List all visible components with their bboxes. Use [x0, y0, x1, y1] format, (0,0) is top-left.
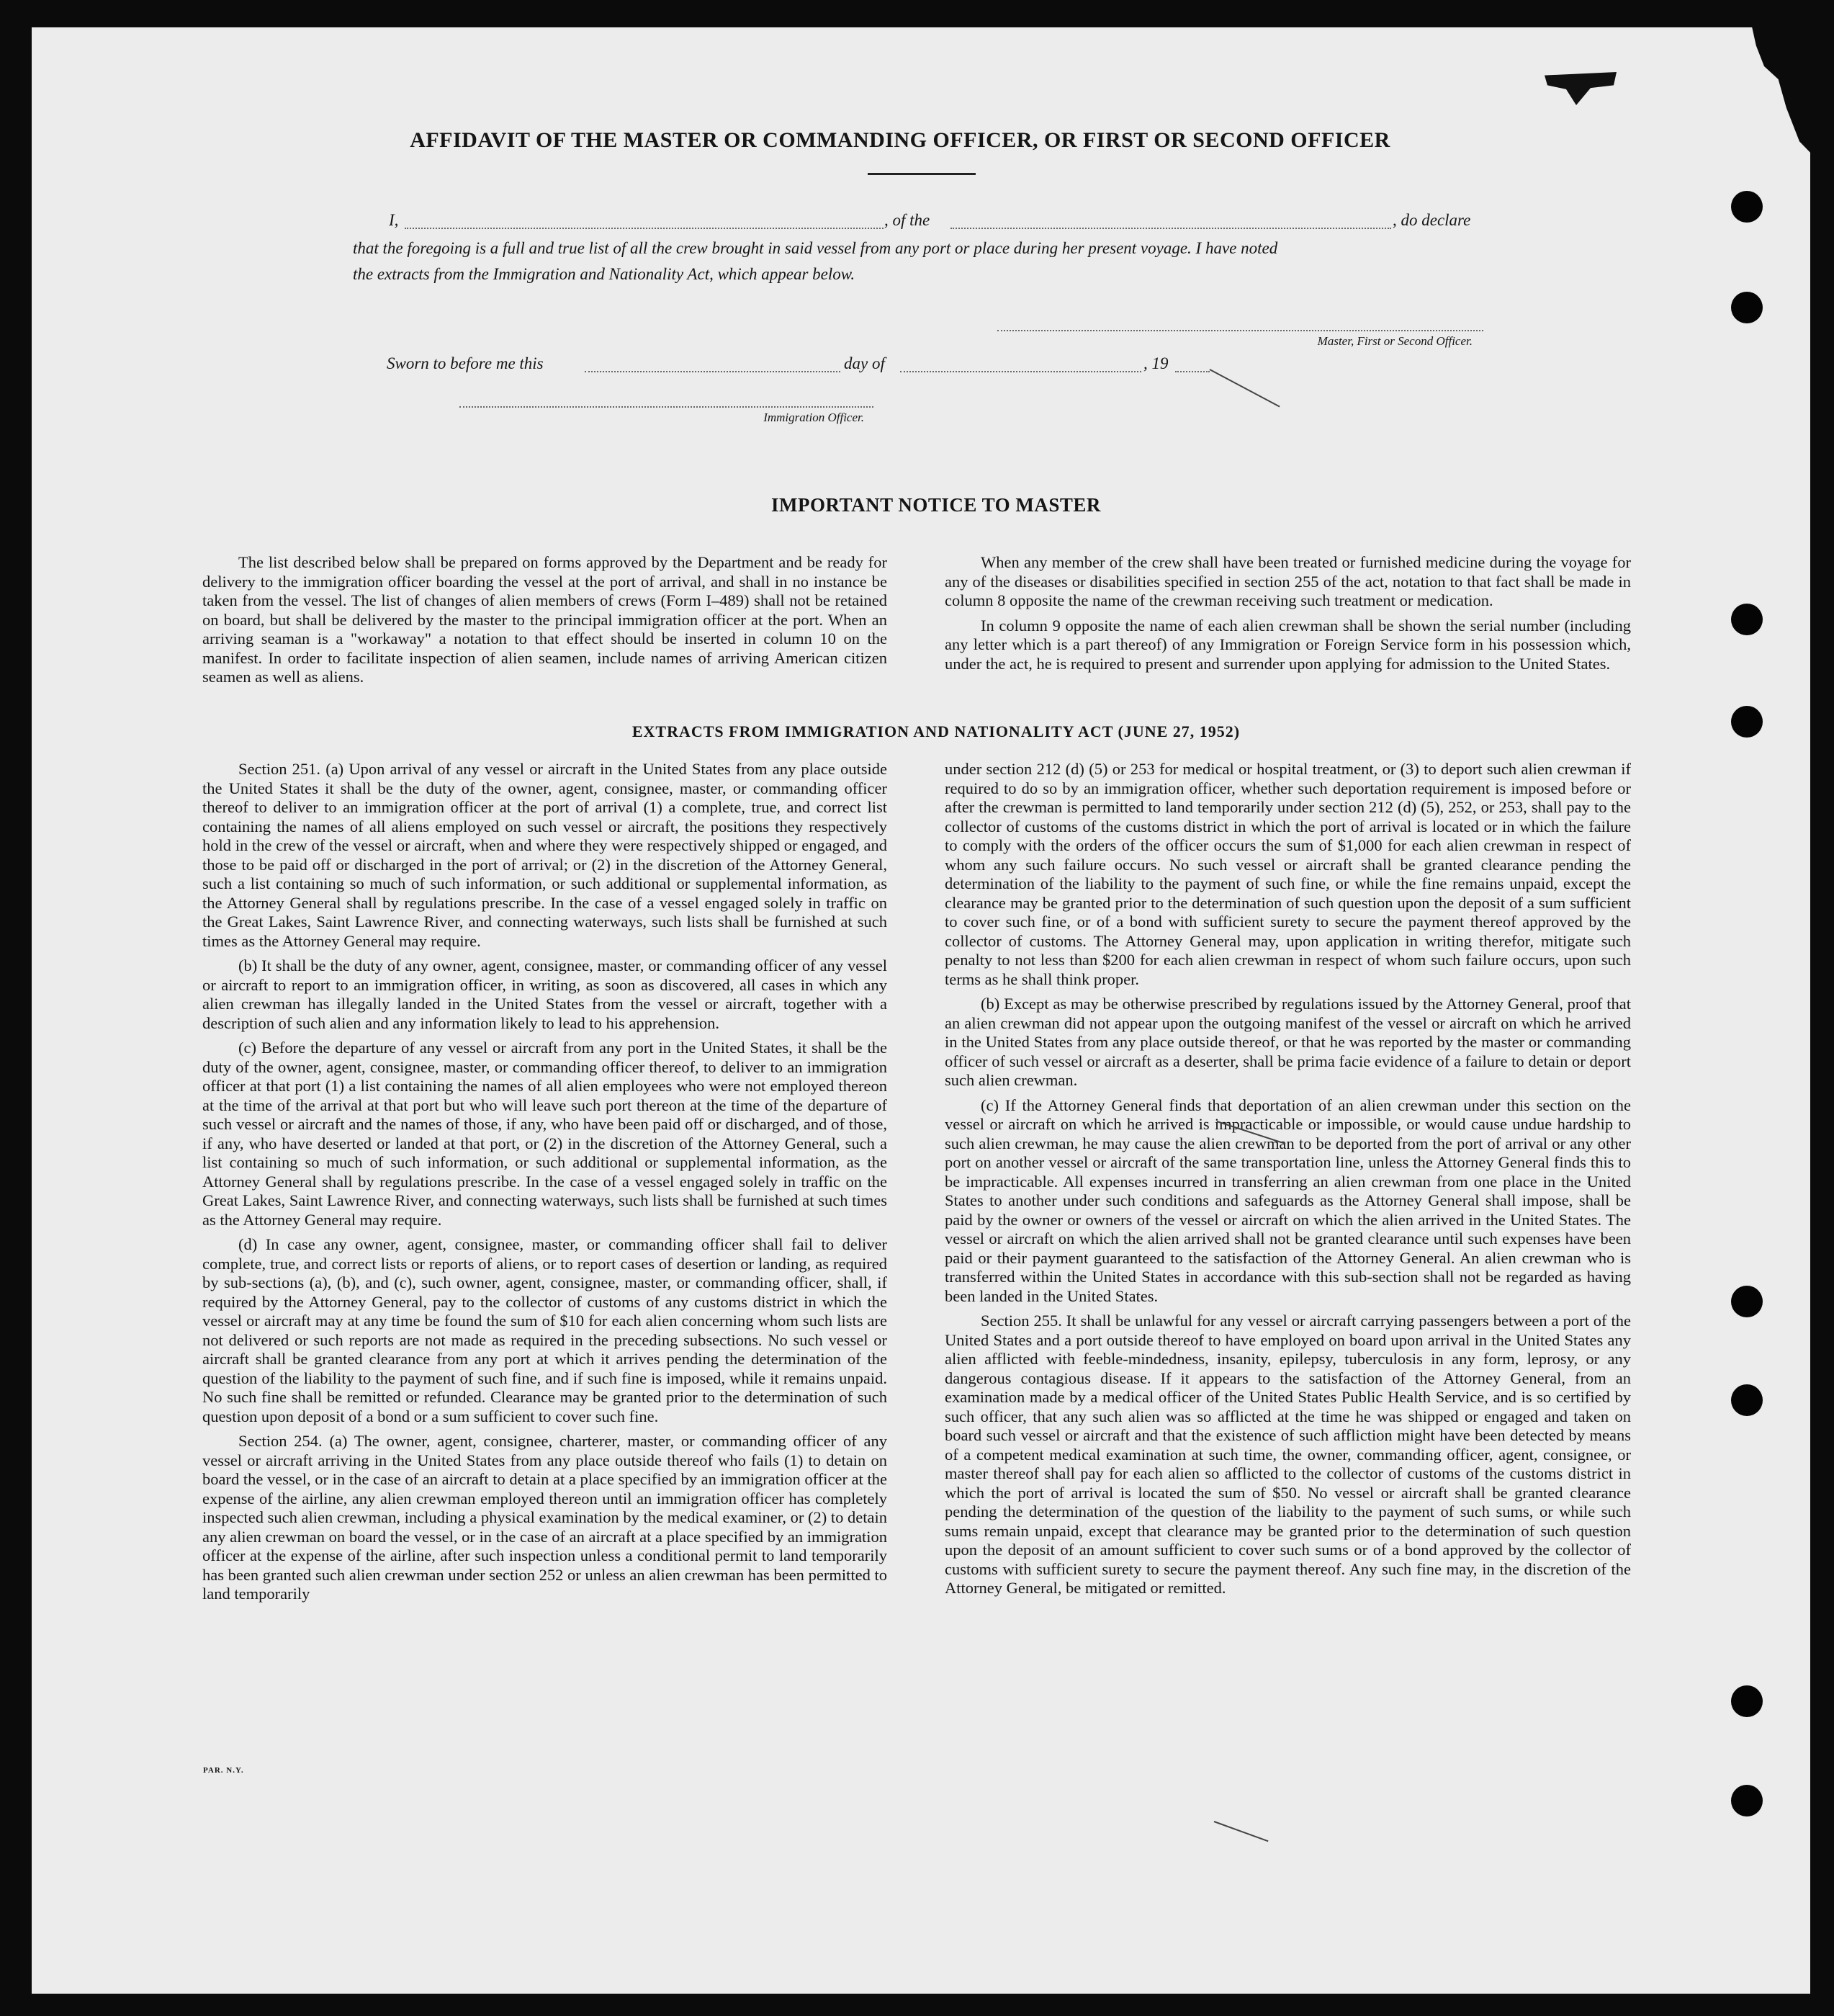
officer-signature-label: Immigration Officer.	[763, 411, 864, 424]
affidavit-title: AFFIDAVIT OF THE MASTER OR COMMANDING OFFICER, OR FIRST OR SECOND OFFICER	[410, 128, 1390, 152]
sworn-month-field[interactable]	[900, 371, 1141, 372]
extracts-left-column	[202, 760, 887, 1610]
binder-hole	[1731, 1286, 1763, 1317]
section-251c-paragraph: (c) Before the departure of any vessel or aircraft from any port in the United States, it shall be the duty of the owner, agent, consignee, master, or commanding officer thereof, to deliver to an immigration officer at that port (1) a list containing the names of all alien employees who were not employed thereon at the time of the arrival at that port but who will leave such port thereon at the time of the departure of such vessel or aircraft and the names of those, if any, who have been paid off or discharged, and of those, if any, who have deserted or landed at that port, or (2) in the discretion of the Attorney General, such a list containing so much of such information, or such additional or supplemental information, as the Attorney General shall by regulations prescribe. In the case of a vessel engaged solely in traffic on the Great Lakes, Saint Lawrence River, and connecting waterways, such lists shall be furnished at such times as the Attorney General may require.	[202, 1039, 887, 1229]
i-label: I,	[389, 211, 399, 229]
section-251b-paragraph: (b) It shall be the duty of any owner, agent, consignee, master, or commanding officer of any vessel or aircraft to report to an immigration officer, in writing, as soon as discovered, all cases in which any alien crewman has illegally landed in the United States from the vessel or aircraft, together with a description of such alien and any information likely to lead to his apprehension.	[202, 957, 887, 1032]
notice-right-paragraph: In column 9 opposite the name of each alien crewman shall be shown the serial number (including any letter which is a part thereof) of any Immigration or Foreign Service form in his possession which, under the act, he is required to present and surrender upon applying for admission to the United States.	[945, 616, 1631, 673]
printer-mark: PAR. N.Y.	[203, 1766, 244, 1775]
section-254c-paragraph: (c) If the Attorney General finds that deportation of an alien crewman under this section on the vessel or aircraft on which he arrived is impracticable or impossible, or would cause undue hardship to such alien crewman, he may cause the alien crewman to be deported from the port of arrival or any other port on another vessel or aircraft of the same transportation line, unless the Attorney General finds this to be impracticable. All expenses incurred in transferring an alien crewman from one place in the United States to another under such conditions and safeguards as the Attorney General shall impose, shall be paid by the owner or owners of the vessel or aircraft on which the alien arrived in the United States. The vessel or aircraft on which the alien arrived shall not be granted clearance until such expenses have been paid or their payment guaranteed to the satisfaction of the Attorney General. An alien crewman who is transferred within the United States in accordance with this sub-section shall not be regarded as having been landed in the United States.	[945, 1096, 1631, 1305]
name-field[interactable]	[405, 228, 884, 229]
master-signature-line[interactable]	[997, 330, 1483, 331]
notice-title: IMPORTANT NOTICE TO MASTER	[771, 494, 1101, 516]
binder-hole	[1731, 604, 1763, 635]
sworn-year-field[interactable]	[1175, 371, 1210, 372]
notice-left-column	[202, 553, 887, 693]
section-255-paragraph: Section 255. It shall be unlawful for any vessel or aircraft carrying passengers between a port of the United States and a port outside thereof to have employed on board upon arrival in the United States any alien afflicted with feeble-mindedness, insanity, epilepsy, tuberculosis in any form, leprosy, or any dangerous contagious disease. If it appears to the satisfaction of the Attorney General, from an examination made by a medical officer of the United States Public Health Service, and is so certified by such officer, that any such alien was so afflicted at the time he was shipped or engaged and taken on board such vessel or aircraft and that the existence of such affliction might have been detected by means of a competent medical examination at such time, the owner, commanding officer, agent, consignee, or master thereof shall pay for each alien so afflicted to the collector of customs of the customs district in which the port of arrival is located the sum of $50. No vessel or aircraft shall be granted clearance pending the determination of the question of the liability to the payment of such sums, or while such sums remain unpaid, except that clearance may be granted prior to the determination of such question upon the deposit of an amount sufficient to cover such sums or of a bond approved by the collector of customs with sufficient surety to secure the payment thereof. Any such fine may, in the discretion of the Attorney General, be mitigated or remitted.	[945, 1312, 1631, 1597]
binder-hole	[1731, 292, 1763, 323]
notice-right-column	[945, 553, 1631, 679]
sworn-day-field[interactable]	[585, 371, 840, 372]
day-of-label: day of	[844, 354, 885, 372]
binder-hole	[1731, 1384, 1763, 1416]
binder-hole	[1731, 1785, 1763, 1816]
binder-hole	[1731, 1685, 1763, 1717]
binder-hole	[1731, 191, 1763, 223]
do-declare-label: , do declare	[1393, 211, 1471, 229]
vessel-field[interactable]	[950, 228, 1391, 229]
section-251d-paragraph: (d) In case any owner, agent, consignee, master, or commanding officer shall fail to deliver complete, true, and correct lists or reports of aliens, or to report cases of desertion or landing, as required by sub-sections (a), (b), and (c), such owner, agent, consignee, master, or commanding officer, shall, if required by the Attorney General, pay to the collector of customs of any customs district in which the vessel or aircraft may at any time be found the sum of $10 for each alien concerning whom such lists are not delivered or such reports are not made as required in the preceding subsections. No such vessel or aircraft shall be granted clearance from any port at which it arrives pending the determination of the question of the liability to the payment of such fine, and if such fine is imposed, while it remains unpaid. No such fine shall be remitted or refunded. Clearance may be granted prior to the determination of such question upon deposit of a bond or a sum sufficient to cover such fine.	[202, 1235, 887, 1425]
section-251a-paragraph: Section 251. (a) Upon arrival of any vessel or aircraft in the United States from any place outside the United States it shall be the duty of the owner, agent, consignee, master, or commanding officer thereof to deliver to an immigration officer at the port of arrival (1) a complete, true, and correct list containing the names of all aliens employed on such vessel or aircraft, the positions they respectively hold in the crew of the vessel or aircraft, when and where they were respectively shipped or engaged, and those to be paid off or discharged in the port of arrival; or (2) in the discretion of the Attorney General, such a list containing so much of such information, or such additional or supplemental information, as the Attorney General shall by regulations prescribe. In the case of a vessel engaged solely in traffic on the Great Lakes, Saint Lawrence River, and connecting waterways, such lists shall be furnished at such times as the Attorney General may require.	[202, 760, 887, 950]
notice-left-paragraph: The list described below shall be prepared on forms approved by the Department and be ready for delivery to the immigration officer boarding the vessel at the port of arrival, and shall in no instance be taken from the vessel. The list of changes of alien members of crews (Form I–489) shall not be retained on board, but shall be delivered by the master to the principal immigration officer at the port. When an arriving seaman is a "workaway" a notation to that effect should be inserted in column 10 on the manifest. In order to facilitate inspection of alien seamen, include names of arriving American citizen seamen as well as aliens.	[202, 553, 887, 686]
extracts-right-column	[945, 760, 1631, 1604]
declaration-line-1: that the foregoing is a full and true list of all the crew brought in said vessel from any port or place during her present voyage. I have noted	[353, 239, 1278, 257]
extracts-title: EXTRACTS FROM IMMIGRATION AND NATIONALITY ACT (JUNE 27, 1952)	[631, 722, 1241, 740]
section-254a-continued: under section 212 (d) (5) or 253 for medical or hospital treatment, or (3) to deport such alien crewman if required to do so by an immigration officer, whether such deportation requirement is imposed before or after the crewman is permitted to land temporarily under section 212 (d) (5), 252, or 253, shall pay to the collector of customs of the customs district in which the port of arrival is located or in which the failure to comply with the orders of the officer occurs the sum of $1,000 for each alien crewman in respect of whom any such failure occurs. No such vessel or aircraft shall be granted clearance pending the determination of the liability to the payment of such fine, or while the fine remains unpaid, except the clearance may be granted prior to the determination of such question upon the deposit of a sum sufficient to cover such fine, or of a bond with sufficient surety to secure the payment thereof approved by the collector of customs. The Attorney General may, upon application in writing therefor, mitigate such penalty to not less than $200 for each alien crewman in respect of whom such failure occurs, upon such terms as he shall think proper.	[945, 760, 1631, 988]
section-254a-paragraph: Section 254. (a) The owner, agent, consignee, charterer, master, or commanding officer of any vessel or aircraft arriving in the United States from any place outside thereof who fails (1) to detain on board the vessel, or in the case of an aircraft to detain at a place specified by an immigration officer at the expense of the airline, any alien crewman employed thereon until an immigration officer has completely inspected such alien crewman, including a physical examination by the medical examiner, or (2) to detain any alien crewman on board the vessel, or in the case of an aircraft at a place specified by an immigration officer at the expense of the airline, after such inspection unless a conditional permit to land temporarily has been granted such alien crewman under section 252 or unless an alien crewman has been permitted to land temporarily	[202, 1432, 887, 1603]
declaration-line-2: the extracts from the Immigration and Nationality Act, which appear below.	[353, 265, 855, 283]
binder-hole	[1731, 706, 1763, 738]
master-signature-label: Master, First or Second Officer.	[1317, 334, 1473, 348]
section-254b-paragraph: (b) Except as may be otherwise prescribed by regulations issued by the Attorney General, proof that an alien crewman did not appear upon the outgoing manifest of the vessel or aircraft on which he arrived in the United States from any place outside thereof, or that he was reported by the master or commanding officer of such vessel or aircraft as a deserter, shall be prima facie evidence of a failure to detain or deport such alien crewman.	[945, 995, 1631, 1089]
notice-right-paragraph: When any member of the crew shall have been treated or furnished medicine during the voyage for any of the diseases or disabilities specified in section 255 of the act, notation to that fact shall be made in column 8 opposite the name of the crewman receiving such treatment or medication.	[945, 553, 1631, 609]
sworn-label: Sworn to before me this	[387, 354, 544, 372]
year-label: , 19	[1143, 354, 1169, 372]
officer-signature-line[interactable]	[459, 406, 873, 408]
title-divider	[868, 173, 976, 175]
of-the-label: , of the	[884, 211, 930, 229]
